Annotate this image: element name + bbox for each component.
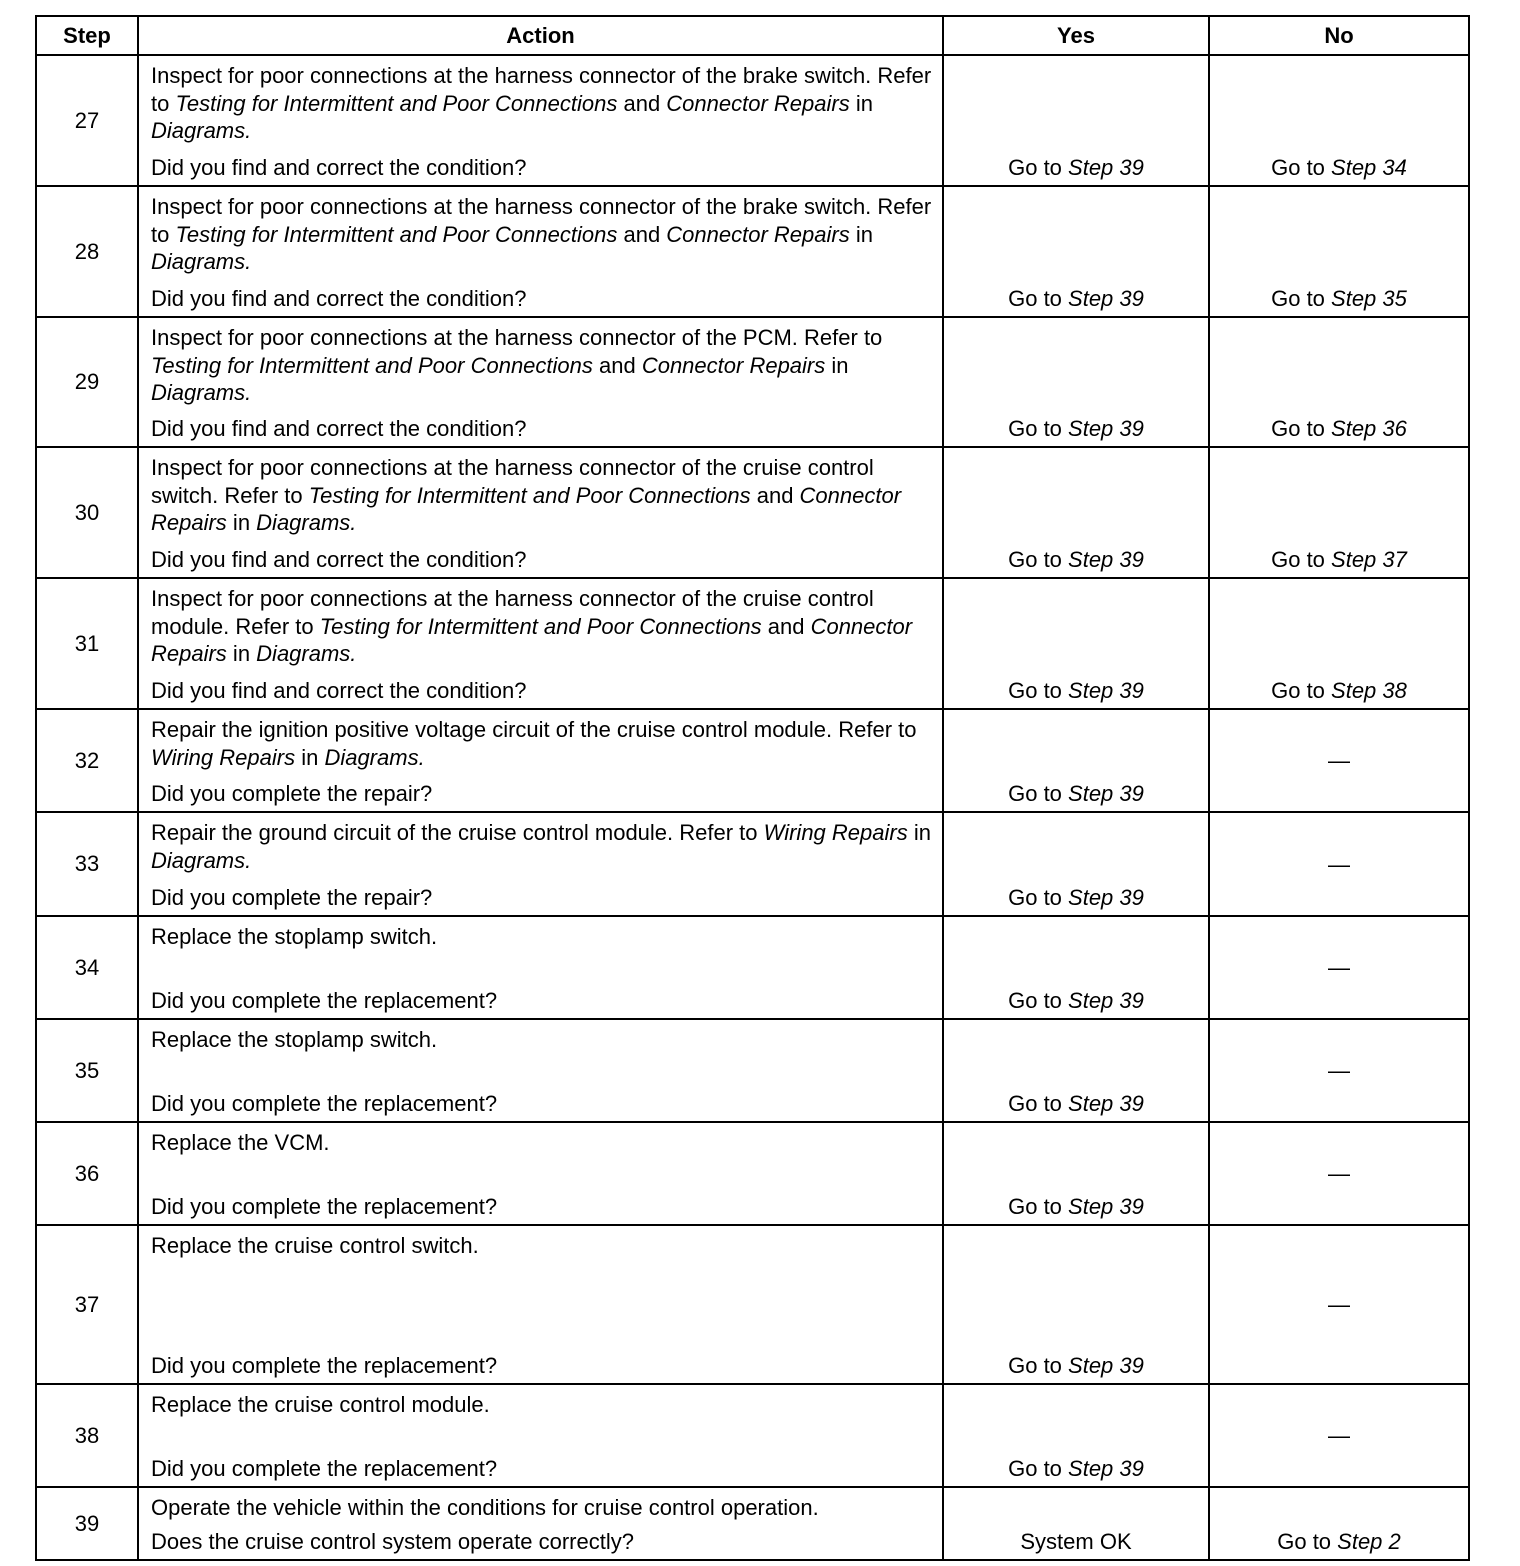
yes-text: System OK <box>1020 1529 1132 1554</box>
action-text: Testing for Intermittent and Poor Connections <box>175 90 618 116</box>
no-text: Go to <box>1271 286 1332 311</box>
action-text: and <box>761 613 811 639</box>
action-instruction <box>151 1391 932 1419</box>
yes-step-ref: Step 39 <box>1068 885 1144 910</box>
step-number: 37 <box>36 1225 138 1384</box>
yes-step-ref: Step 39 <box>1068 781 1144 806</box>
action-text: in <box>226 641 257 666</box>
action-text: in <box>907 820 931 845</box>
no-cell <box>1209 447 1469 578</box>
action-cell <box>138 1384 943 1487</box>
yes-cell <box>943 1384 1209 1487</box>
table-row <box>36 1487 1469 1560</box>
action-text: Replace the stoplamp switch. <box>151 1027 438 1052</box>
no-text: — <box>1328 1292 1350 1317</box>
no-step-ref: Step 34 <box>1331 155 1407 180</box>
action-instruction <box>151 819 932 874</box>
action-text: Wiring Repairs <box>151 744 296 770</box>
step-number: 32 <box>36 709 138 812</box>
step-number: 28 <box>36 186 138 317</box>
action-text: Diagrams. <box>256 510 357 535</box>
no-text: Go to <box>1277 1529 1338 1554</box>
yes-cell <box>943 55 1209 186</box>
header-yes: Yes <box>943 16 1209 55</box>
table-row <box>36 709 1469 812</box>
action-instruction <box>151 1232 932 1260</box>
action-cell <box>138 317 943 447</box>
no-cell <box>1209 186 1469 317</box>
table-row <box>36 578 1469 709</box>
yes-text: Go to <box>1008 547 1069 572</box>
action-text: Connector Repairs <box>151 482 902 535</box>
no-text: Go to <box>1271 155 1332 180</box>
step-number: 31 <box>36 578 138 709</box>
no-cell <box>1209 55 1469 186</box>
yes-text: Go to <box>1008 286 1069 311</box>
header-no: No <box>1209 16 1469 55</box>
table-row <box>36 55 1469 186</box>
action-text: Diagrams. <box>151 380 252 405</box>
table-row <box>36 447 1469 578</box>
action-text: and <box>592 352 642 378</box>
step-number: 39 <box>36 1487 138 1560</box>
yes-cell <box>943 916 1209 1019</box>
yes-cell <box>943 1225 1209 1384</box>
yes-step-ref: Step 39 <box>1068 988 1144 1013</box>
action-text: Replace the cruise control switch. <box>151 1233 479 1258</box>
no-cell <box>1209 1122 1469 1225</box>
yes-cell <box>943 709 1209 812</box>
no-cell <box>1209 1487 1469 1560</box>
action-text: Replace the VCM. <box>151 1130 330 1155</box>
action-question: Did you complete the replacement? <box>151 1193 498 1219</box>
action-text: and <box>617 90 667 116</box>
action-text: Connector Repairs <box>666 90 850 116</box>
action-cell <box>138 916 943 1019</box>
action-question: Did you find and correct the condition? <box>151 546 527 572</box>
yes-cell <box>943 578 1209 709</box>
table-row <box>36 812 1469 916</box>
step-number: 36 <box>36 1122 138 1225</box>
action-text: Diagrams. <box>324 744 425 770</box>
action-text: in <box>226 510 257 535</box>
action-cell <box>138 709 943 812</box>
no-cell <box>1209 709 1469 812</box>
table-row <box>36 1384 1469 1487</box>
action-cell <box>138 578 943 709</box>
no-text: — <box>1328 1058 1350 1083</box>
action-cell <box>138 186 943 317</box>
no-step-ref: Step 36 <box>1331 416 1407 441</box>
action-question: Did you complete the repair? <box>151 884 433 910</box>
no-cell <box>1209 1225 1469 1384</box>
yes-step-ref: Step 39 <box>1068 416 1144 441</box>
action-cell <box>138 1019 943 1122</box>
no-step-ref: Step 37 <box>1331 547 1407 572</box>
step-number: 34 <box>36 916 138 1019</box>
table-row <box>36 1019 1469 1122</box>
yes-text: Go to <box>1008 155 1069 180</box>
yes-step-ref: Step 39 <box>1068 678 1144 703</box>
step-number: 33 <box>36 812 138 916</box>
yes-text: Go to <box>1008 1091 1069 1116</box>
action-text: Connector Repairs <box>641 352 826 378</box>
yes-cell <box>943 1122 1209 1225</box>
yes-step-ref: Step 39 <box>1068 155 1144 180</box>
action-cell <box>138 447 943 578</box>
action-text: in <box>849 221 873 247</box>
yes-text: Go to <box>1008 416 1069 441</box>
yes-step-ref: Step 39 <box>1068 1456 1144 1481</box>
no-step-ref: Step 2 <box>1337 1529 1401 1554</box>
step-number: 35 <box>36 1019 138 1122</box>
action-text: Inspect for poor connections at the harness connector of the PCM. Refer to <box>151 325 883 350</box>
no-text: — <box>1328 851 1350 877</box>
table-row <box>36 916 1469 1019</box>
action-instruction <box>151 1026 932 1054</box>
no-text: Go to <box>1271 678 1332 703</box>
action-instruction <box>151 923 932 951</box>
no-cell <box>1209 578 1469 709</box>
action-text: Testing for Intermittent and Poor Connections <box>175 221 618 247</box>
action-question: Did you find and correct the condition? <box>151 154 527 180</box>
action-text: Testing for Intermittent and Poor Connections <box>308 482 751 508</box>
no-cell <box>1209 317 1469 447</box>
action-text: Connector Repairs <box>151 613 913 666</box>
action-text: Replace the stoplamp switch. <box>151 924 438 949</box>
action-text: and <box>617 221 667 247</box>
step-number: 27 <box>36 55 138 186</box>
action-instruction <box>151 454 932 537</box>
no-text: — <box>1328 1161 1350 1186</box>
yes-step-ref: Step 39 <box>1068 286 1144 311</box>
action-instruction <box>151 193 932 276</box>
header-action: Action <box>138 16 943 55</box>
action-text: Testing for Intermittent and Poor Connections <box>319 613 762 639</box>
yes-text: Go to <box>1008 988 1069 1013</box>
no-text: Go to <box>1271 416 1332 441</box>
action-text: in <box>849 90 873 116</box>
action-question: Did you complete the replacement? <box>151 1455 498 1481</box>
step-number: 29 <box>36 317 138 447</box>
action-cell <box>138 55 943 186</box>
action-instruction <box>151 585 932 668</box>
yes-text: Go to <box>1008 678 1069 703</box>
action-instruction <box>151 324 932 407</box>
action-text: Repair the ignition positive voltage circuit of the cruise control module. Refer to <box>151 717 917 742</box>
yes-cell <box>943 317 1209 447</box>
no-cell <box>1209 812 1469 916</box>
action-text: Replace the cruise control module. <box>151 1392 490 1417</box>
action-text: Connector Repairs <box>666 221 850 247</box>
yes-text: Go to <box>1008 781 1069 806</box>
step-number: 38 <box>36 1384 138 1487</box>
action-text: Inspect for poor connections at the harness connector of the brake switch. Refer to <box>151 63 932 116</box>
header-row <box>36 16 1469 55</box>
action-text: and <box>750 482 800 508</box>
action-cell <box>138 1225 943 1384</box>
yes-text: Go to <box>1008 1353 1069 1378</box>
yes-step-ref: Step 39 <box>1068 1194 1144 1219</box>
table-row <box>36 1122 1469 1225</box>
yes-step-ref: Step 39 <box>1068 1353 1144 1378</box>
action-text: Diagrams. <box>151 249 252 274</box>
table-row <box>36 186 1469 317</box>
yes-step-ref: Step 39 <box>1068 1091 1144 1116</box>
action-text: in <box>825 352 849 378</box>
action-text: Wiring Repairs <box>763 820 908 845</box>
header-step: Step <box>36 16 138 55</box>
diagnostic-table <box>35 15 1470 1561</box>
yes-cell <box>943 447 1209 578</box>
action-question: Did you complete the replacement? <box>151 1352 498 1378</box>
action-instruction <box>151 716 932 771</box>
table-row <box>36 1225 1469 1384</box>
action-text: Diagrams. <box>151 118 252 143</box>
action-instruction <box>151 1129 932 1157</box>
table-row <box>36 317 1469 447</box>
action-cell <box>138 1122 943 1225</box>
action-question: Did you complete the replacement? <box>151 1090 498 1116</box>
yes-step-ref: Step 39 <box>1068 547 1144 572</box>
yes-text: Go to <box>1008 1194 1069 1219</box>
action-text: Inspect for poor connections at the harness connector of the cruise control switch. Refer to <box>151 455 874 508</box>
yes-cell <box>943 1019 1209 1122</box>
no-cell <box>1209 1019 1469 1122</box>
yes-cell <box>943 812 1209 916</box>
action-question: Did you find and correct the condition? <box>151 415 527 441</box>
action-cell <box>138 1487 943 1560</box>
action-instruction <box>151 1494 932 1522</box>
no-text: — <box>1328 748 1350 773</box>
yes-text: Go to <box>1008 885 1069 910</box>
no-cell <box>1209 916 1469 1019</box>
action-question: Did you complete the repair? <box>151 780 433 806</box>
action-text: Testing for Intermittent and Poor Connections <box>151 352 593 378</box>
no-text: — <box>1328 1423 1350 1448</box>
action-question: Did you find and correct the condition? <box>151 285 527 311</box>
step-number: 30 <box>36 447 138 578</box>
action-question: Does the cruise control system operate correctly? <box>151 1528 634 1554</box>
action-cell <box>138 812 943 916</box>
no-cell <box>1209 1384 1469 1487</box>
action-text: Repair the ground circuit of the cruise control module. Refer to <box>151 820 764 845</box>
action-text: Inspect for poor connections at the harness connector of the cruise control module. Refer to <box>151 586 874 639</box>
yes-cell <box>943 1487 1209 1560</box>
action-text: Diagrams. <box>151 847 252 873</box>
action-text: Inspect for poor connections at the harness connector of the brake switch. Refer to <box>151 194 932 247</box>
yes-text: Go to <box>1008 1456 1069 1481</box>
yes-cell <box>943 186 1209 317</box>
action-question: Did you complete the replacement? <box>151 987 498 1013</box>
action-instruction <box>151 62 932 145</box>
no-text: — <box>1328 955 1350 980</box>
no-text: Go to <box>1271 547 1332 572</box>
action-text: Diagrams. <box>256 641 357 666</box>
action-text: in <box>295 744 325 770</box>
action-question: Did you find and correct the condition? <box>151 677 527 703</box>
no-step-ref: Step 35 <box>1331 286 1407 311</box>
no-step-ref: Step 38 <box>1331 678 1407 703</box>
action-text: Operate the vehicle within the conditions for cruise control operation. <box>151 1495 819 1520</box>
